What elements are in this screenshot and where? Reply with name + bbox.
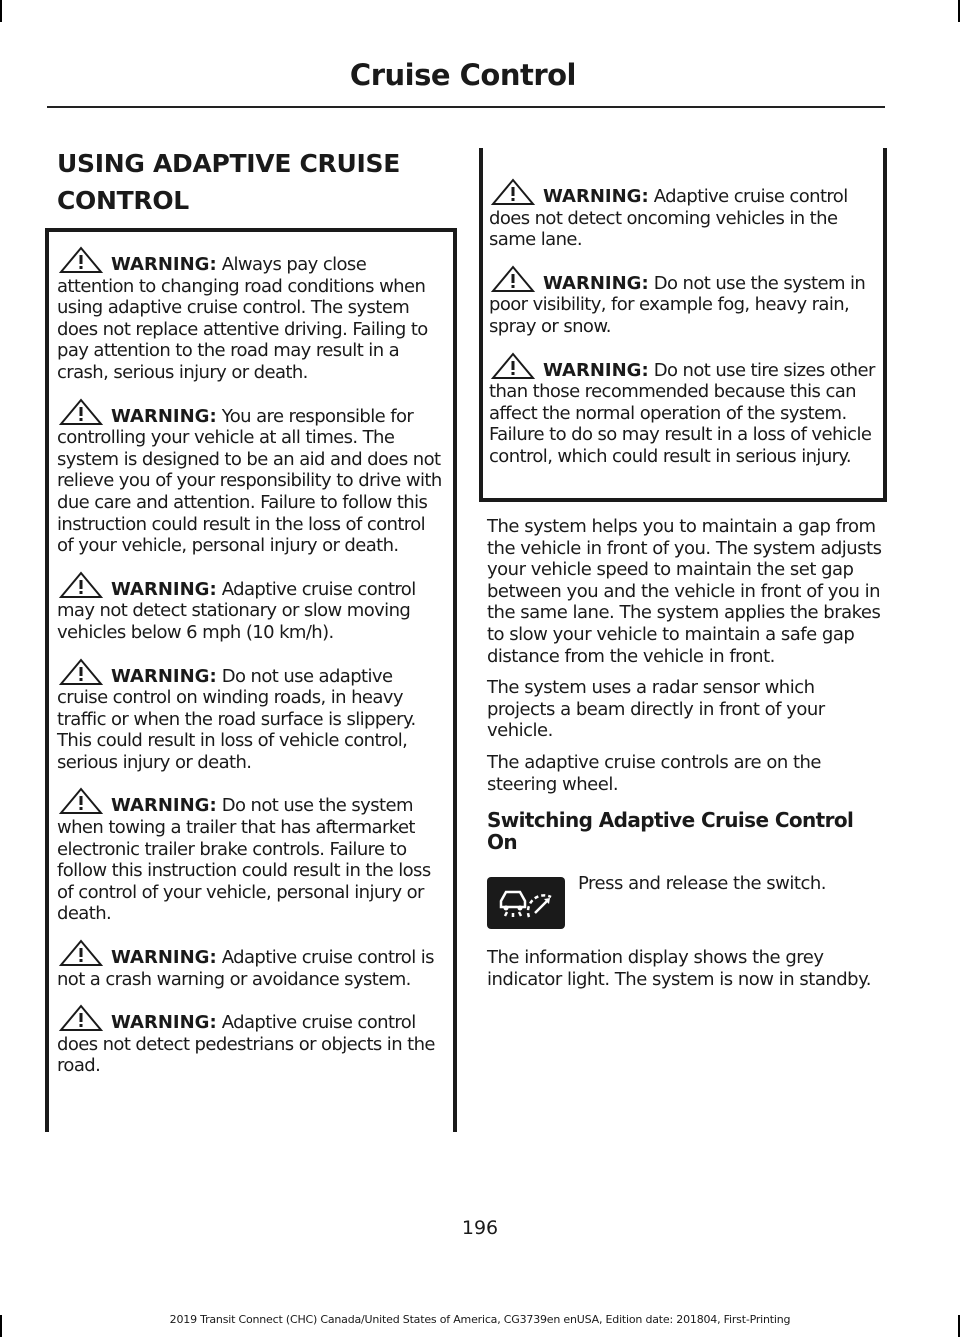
right-warning-box [479,148,887,502]
warning-text: Do not use adaptive cruise control on winding roads, in heavy traffic or when the road surface is slippery. This could result in loss of vehicle control, serious injury or death. [57,665,416,773]
edition-footer: 2019 Transit Connect (CHC) Canada/United States of America, CG3739en enUSA, Edition date: 201804, First-Printing [169,1313,791,1326]
warning-text: Do not use the system when towing a trailer that has aftermarket electronic trailer brake controls. Failure to follow this instruction could result in the loss of control of your vehicle, personal injury or death. [57,795,431,925]
warning-triangle-icon [489,352,539,380]
page-header-title: Cruise Control [349,58,576,92]
warning-text: Adaptive cruise control does not detect pedestrians or objects in the road. [57,1012,435,1077]
warning-text: Do not use tire sizes other than those recommended because this can affect the normal operation of the system. Failure to do so may result in a loss of vehicle control, which could result in serious injury. [489,359,875,467]
warning-text: Adaptive cruise control is not a crash warning or avoidance system. [57,947,434,990]
warning-text: Do not use the system in poor visibility, for example fog, heavy rain, spray or snow. [489,272,866,337]
warning-triangle-icon [489,178,539,206]
warning-block [489,338,877,468]
warning-triangle-icon [57,658,107,686]
warning-triangle-icon [57,939,107,967]
warning-block [489,148,877,251]
warning-block [489,251,877,338]
body-paragraph: The system helps you to maintain a gap from the vehicle in front of you. The system adjusts your vehicle speed to maintain the set gap between you and the vehicle in front of you in the same lane. The system applies the brakes to slow your vehicle to maintain a safe gap distance from the vehicle in front. [487,516,882,667]
warning-text: Adaptive cruise control may not detect stationary or slow moving vehicles below 6 mph (10 km/h). [57,578,416,643]
warning-triangle-icon [57,398,107,426]
warning-block [57,644,445,774]
warning-triangle-icon [57,1004,107,1032]
warning-label: WARNING: [111,578,217,600]
warning-label: WARNING: [543,272,649,294]
warning-label: WARNING: [543,359,649,381]
warning-label: WARNING: [111,947,217,969]
warning-label: WARNING: [543,186,649,207]
warning-block [57,925,445,990]
body-paragraph: The system uses a radar sensor which projects a beam directly in front of your vehicle. [487,677,825,742]
section-heading: USING ADAPTIVE CRUISE CONTROL [57,149,400,215]
warning-label: WARNING: [111,665,217,687]
warning-block [57,990,445,1077]
switch-instruction-text: Press and release the switch. [578,873,826,895]
warning-label: WARNING: [111,405,217,427]
left-warning-box [45,228,457,1132]
right-body-column [487,516,882,1000]
warning-triangle-icon [57,787,107,815]
page-number: 196 [461,1217,499,1239]
warning-triangle-icon [489,265,539,293]
warning-block [57,232,445,384]
warning-block [57,384,445,557]
warning-label: WARNING: [111,254,217,275]
body-paragraph: The information display shows the grey indicator light. The system is now in standby. [487,947,871,990]
subheading: Switching Adaptive Cruise Control On [487,808,854,855]
warning-block [57,773,445,925]
warning-block [57,557,445,644]
warning-triangle-icon [57,246,107,274]
body-paragraph: The adaptive cruise controls are on the steering wheel. [487,751,822,795]
switch-instruction-row [487,869,882,929]
warning-text: Always pay close attention to changing road conditions when using adaptive cruise control. The system does not replace attentive driving. Failing to pay attention to the road may result in a crash, serious injury or death. [57,254,428,383]
header-rule [47,106,885,108]
warning-label: WARNING: [111,1012,217,1034]
warning-text: Adaptive cruise control does not detect oncoming vehicles in the same lane. [489,186,848,251]
warning-triangle-icon [57,571,107,599]
crop-mark [0,0,2,22]
adaptive-cruise-switch-icon [487,877,565,929]
warning-text: You are responsible for controlling your vehicle at all times. The system is designed to be an aid and does not relieve you of your responsibility to drive with due care and attention. Failure to follow this instruction could result in the loss of control of your vehicle, personal injury or death. [57,405,442,557]
warning-label: WARNING: [111,795,217,817]
